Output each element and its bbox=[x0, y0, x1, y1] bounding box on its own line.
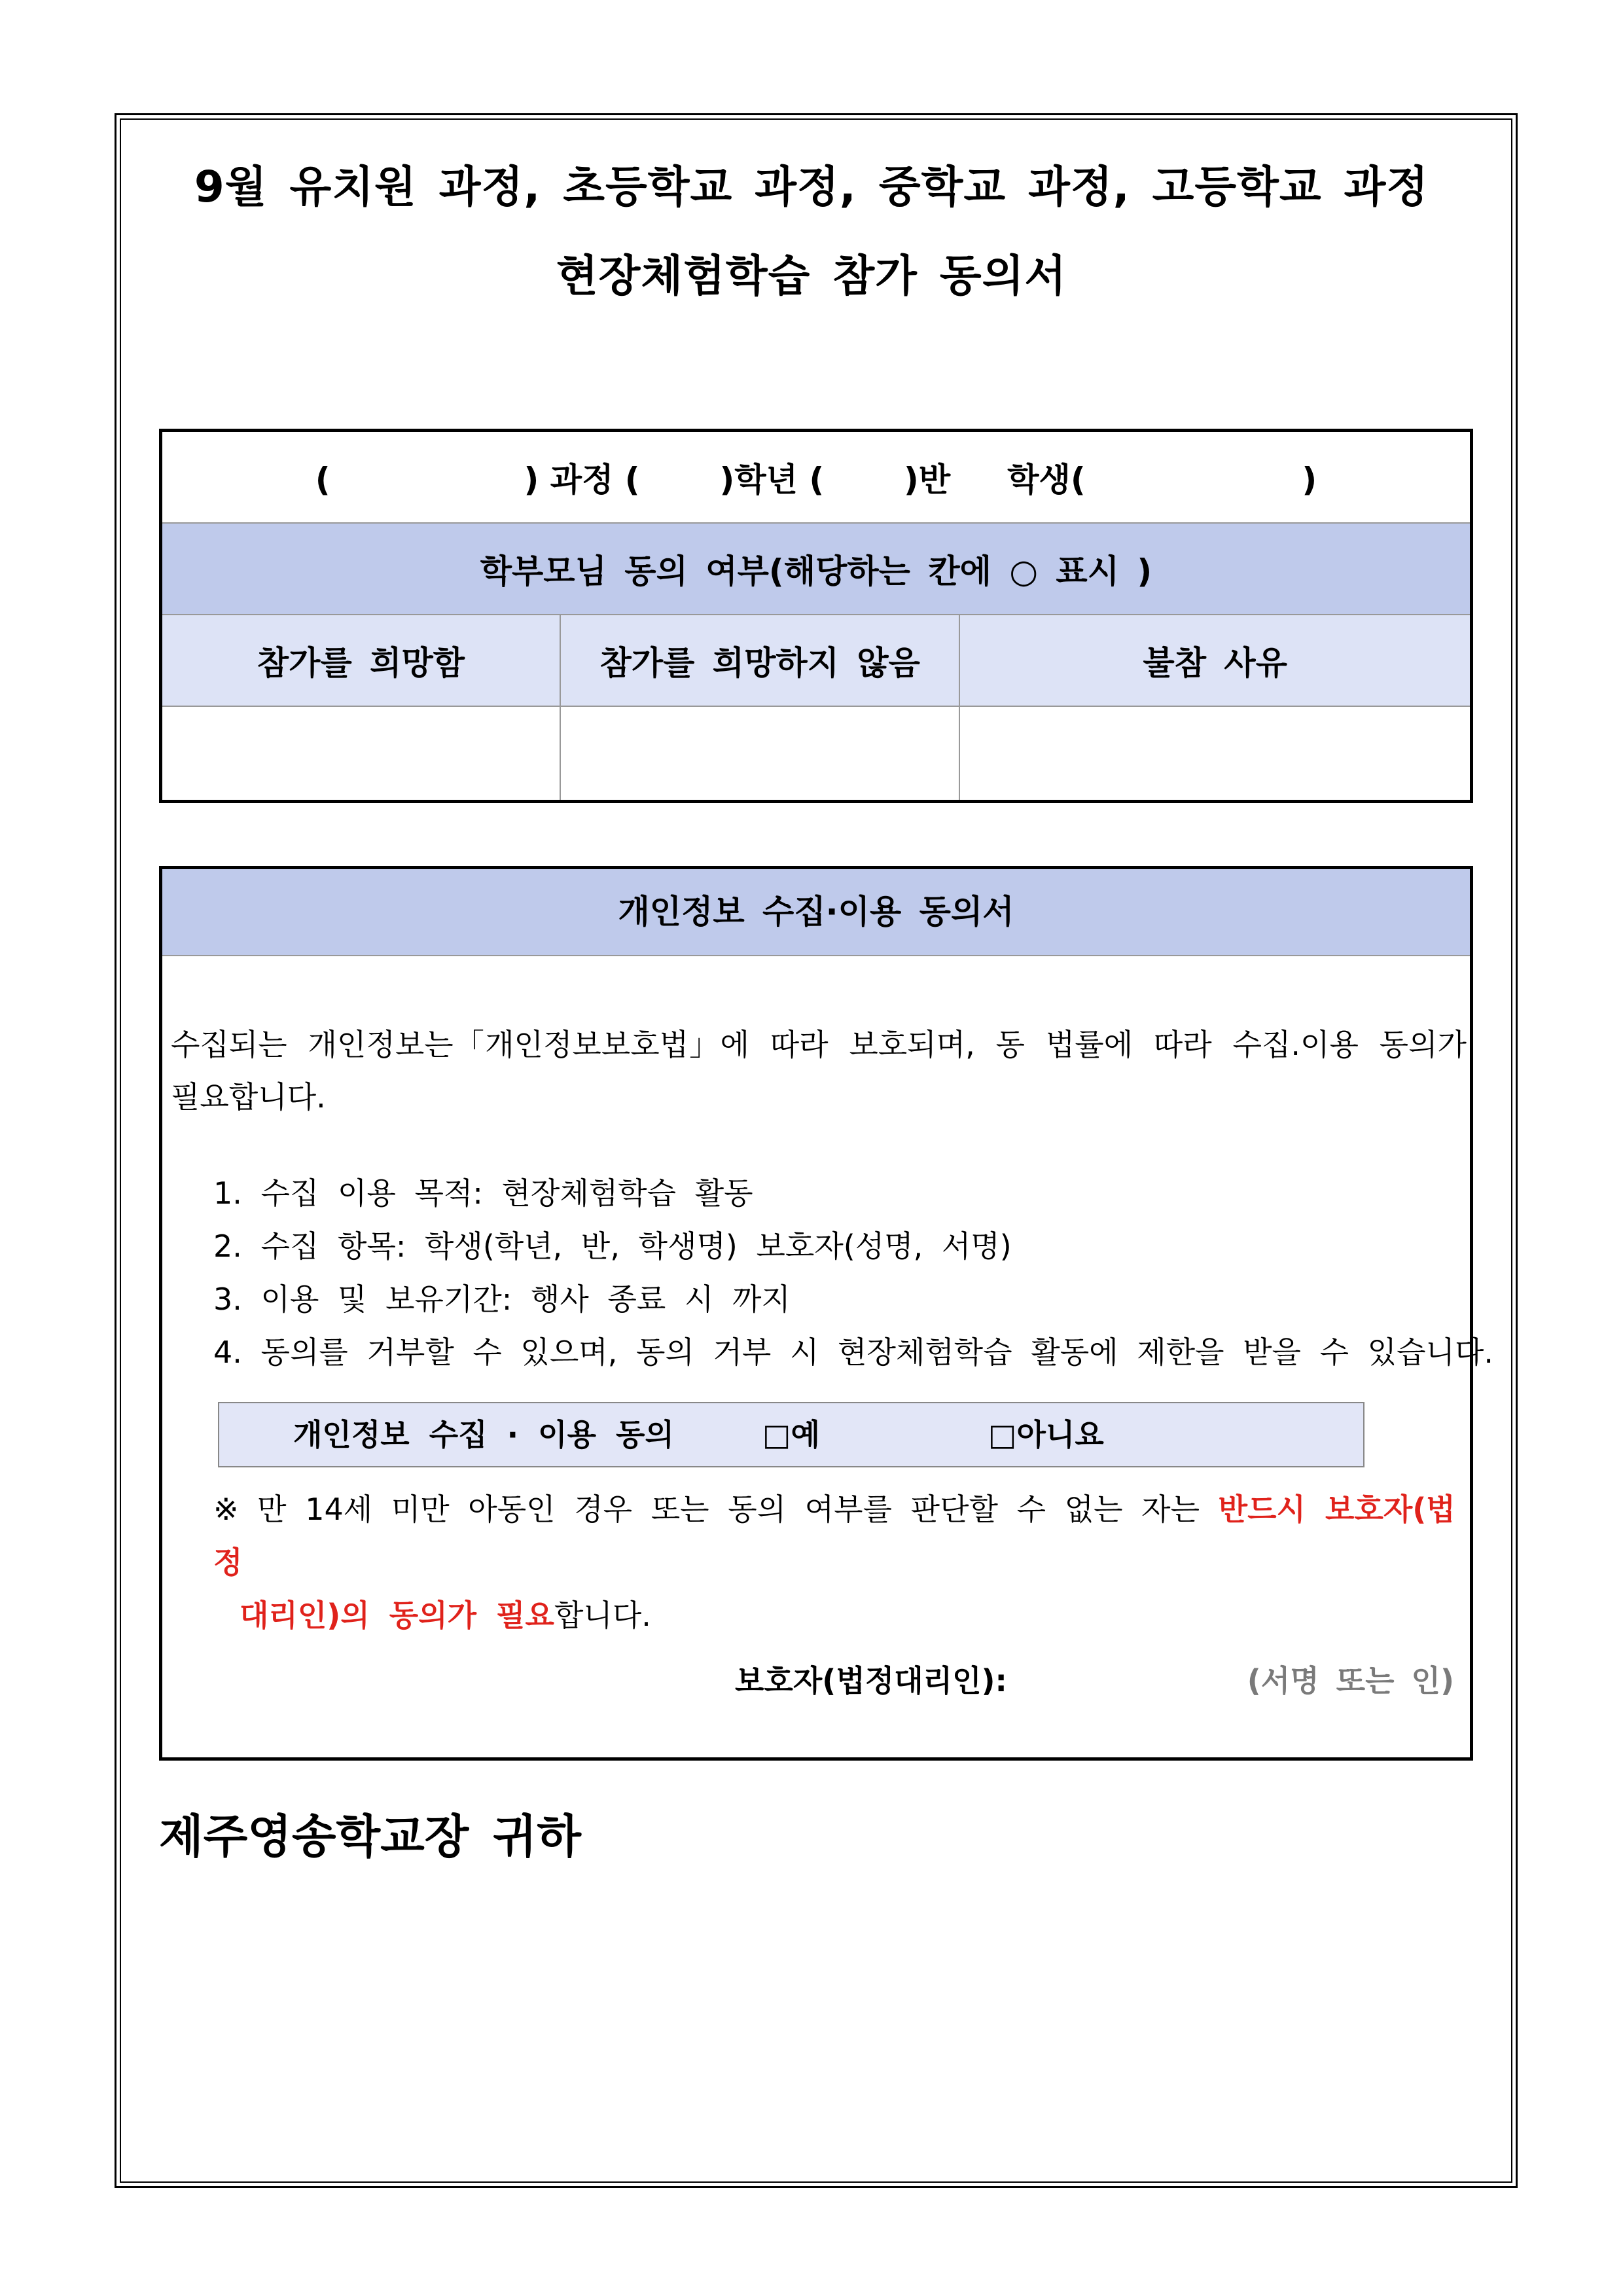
column-header-attend: 참가를 희망함 bbox=[161, 615, 560, 706]
student-info-field[interactable]: ( ) 과정 ( )학년 ( )반 학생( ) bbox=[161, 431, 1472, 524]
participation-table bbox=[159, 429, 1473, 803]
attend-cell[interactable] bbox=[161, 706, 560, 802]
privacy-header: 개인정보 수집·이용 동의서 bbox=[162, 869, 1470, 956]
privacy-intro: 수집되는 개인정보는「개인정보보호법」에 따라 보호되며, 동 법률에 따라 수집.이용 동의가 필요합니다. bbox=[171, 1027, 1467, 1115]
guardian-label: 보호자(법정대리인): bbox=[735, 1663, 1007, 1698]
list-item: 1. 수집 이용 목적: 현장체험학습 활동 bbox=[213, 1175, 753, 1211]
signature-field[interactable]: (서명 또는 인) bbox=[1247, 1663, 1454, 1698]
privacy-consent-bar bbox=[218, 1402, 1364, 1467]
list-item: 4. 동의를 거부할 수 있으며, 동의 거부 시 현장체험학습 활동에 제한을 받을 수 있습니다. bbox=[213, 1335, 1494, 1370]
notice-highlight: 반드시 보호자(법정 bbox=[213, 1492, 1455, 1580]
notice-text: ※ 만 14세 미만 아동인 경우 또는 동의 여부를 판단할 수 없는 자는 bbox=[213, 1492, 1219, 1527]
consent-yes-checkbox[interactable]: □예 bbox=[762, 1417, 820, 1452]
notice-highlight: 대리인)의 동의가 필요 bbox=[240, 1598, 554, 1633]
privacy-consent-label: 개인정보 수집 · 이용 동의 bbox=[293, 1417, 674, 1452]
list-item: 2. 수집 항목: 학생(학년, 반, 학생명) 보호자(성명, 서명) bbox=[213, 1229, 1012, 1264]
not-attend-cell[interactable] bbox=[560, 706, 959, 802]
document-subtitle: 현장체험학습 참가 동의서 bbox=[556, 251, 1067, 301]
student-info-row bbox=[161, 431, 1472, 524]
privacy-items-list bbox=[213, 1167, 1493, 1379]
guardian-signature-line bbox=[162, 1658, 1469, 1704]
consent-input-row bbox=[161, 706, 1472, 802]
privacy-consent-box bbox=[159, 866, 1494, 1761]
consent-columns-row bbox=[161, 615, 1472, 706]
notice-text: 합니다. bbox=[554, 1598, 651, 1633]
list-item: 3. 이용 및 보유기간: 행사 종료 시 까지 bbox=[213, 1282, 791, 1317]
document-title: 9월 유치원 과정, 초등학교 과정, 중학교 과정, 고등학교 과정 bbox=[194, 162, 1429, 212]
column-header-absence-reason: 불참 사유 bbox=[959, 615, 1471, 706]
parent-consent-header: 학부모님 동의 여부(해당하는 칸에 ○ 표시 ) bbox=[161, 523, 1472, 615]
guardian-notice bbox=[213, 1483, 1463, 1642]
column-header-not-attend: 참가를 희망하지 않음 bbox=[560, 615, 959, 706]
recipient-line: 제주영송학교장 귀하 bbox=[159, 1810, 581, 1863]
consent-no-checkbox[interactable]: □아니요 bbox=[988, 1417, 1104, 1452]
consent-header-row bbox=[161, 523, 1472, 615]
absence-reason-cell[interactable] bbox=[959, 706, 1471, 802]
